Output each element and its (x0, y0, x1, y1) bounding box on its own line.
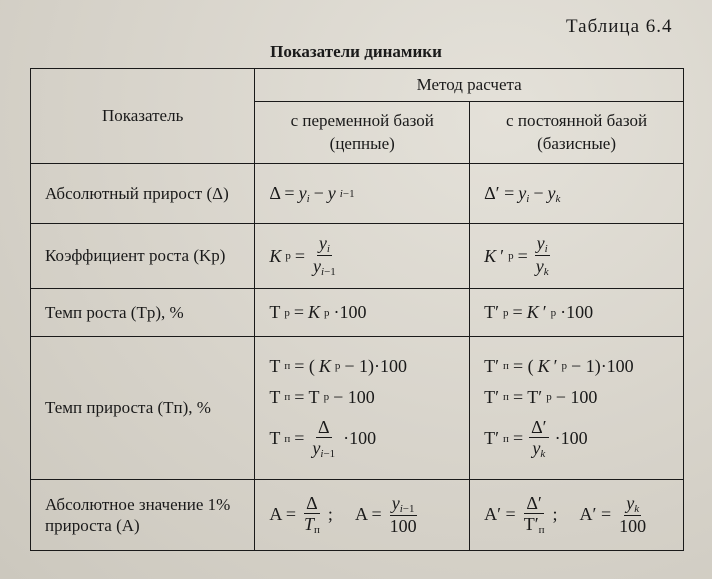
row-label-increase-rate: Темп прироста (Tп), % (31, 337, 255, 480)
formula-abs-value-base: A′ = $\frac{\Delta'}{T'_п}$ ; A′ = $\frac{y_k}{100}$ (470, 480, 684, 551)
formula-growth-rate-base: T′ р = K ′ р ·100 (470, 289, 684, 337)
formula-abs-value-chain: A = $\frac{\Delta}{T_п}$ ; A = $\frac{y_{i-1}}{100}$ (255, 480, 470, 551)
row-label-growth-coefficient: Коэффициент роста (Kр) (31, 224, 255, 289)
header-indicator: Показатель (31, 69, 255, 164)
header-method: Метод расчета (255, 69, 684, 102)
table-caption: Таблица 6.4 (566, 16, 673, 37)
table-title: Показатели динамики (270, 42, 442, 61)
formula-abs-increase-chain: Δ = $y_i$ − y i−1 (255, 164, 470, 224)
formula-growth-rate-chain: T р = K р ·100 (255, 289, 470, 337)
formula-growth-coef-chain: K р = $\frac{y_i}{y_{i-1}}$ (255, 224, 470, 289)
row-label-growth-rate: Темп роста (Tр), % (31, 289, 255, 337)
row-label-absolute-increase: Абсолютный прирост (Δ) (31, 164, 255, 224)
header-chain: с переменной базой (цепные) (255, 102, 470, 164)
dynamics-table (30, 68, 684, 551)
formula-abs-increase-base: Δ′ = $y_i$ − $y_k$ (470, 164, 684, 224)
formula-increase-rate-chain: T п = ( K р − 1)·100 T п = T р − 100 T п = $\frac{\Delta}{y_{i-1}}$ ·100 (255, 337, 470, 480)
formula-increase-rate-base: T′ п = ( K ′ р − 1)·100 T′ п = T′ р − 100 T′ п = $\frac{\Delta'}{y_k}$ ·100 (470, 337, 684, 480)
row-label-absolute-value-1pct: Абсолютное значение 1% прироста (А) (31, 480, 255, 551)
formula-growth-coef-base: K ′ р = $\frac{y_i}{y_k}$ (470, 224, 684, 289)
header-base: с постоянной базой (базисные) (470, 102, 684, 164)
